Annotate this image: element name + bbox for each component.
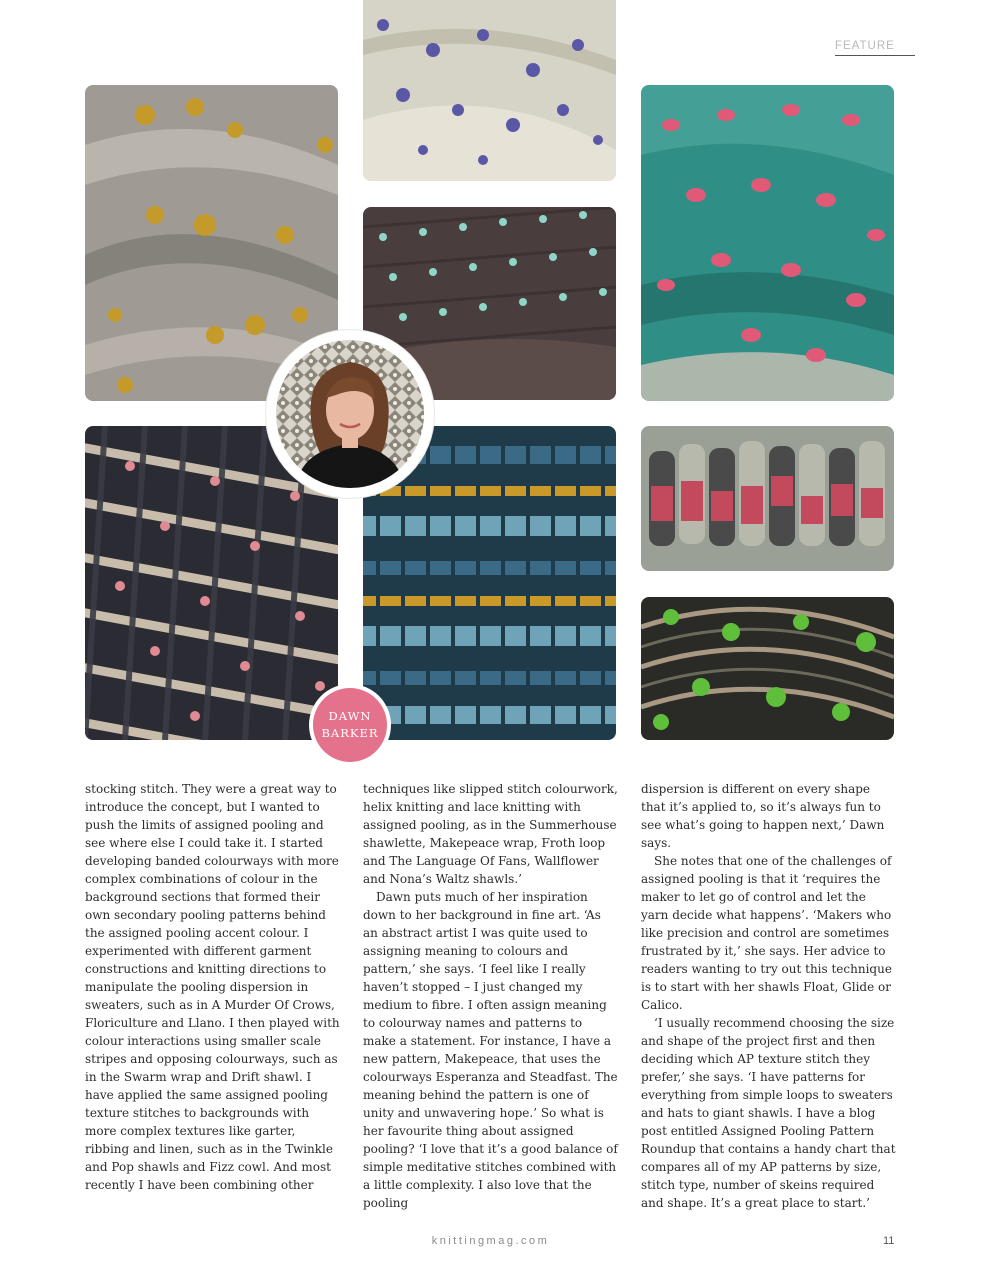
designer-first-name: DAWN xyxy=(328,709,372,723)
article-paragraph: ‘I usually recommend choosing the size and shape of the project first and then deciding which AP texture stitch they prefer,’ she says. ‘I have patterns for everything from simple loops to sweaters and hats to giant shawls. I have a blog post entitled Assigned Pooling Pattern Roundup that contains a handy chart that compares all of my AP patterns by size, stitch type, number of skeins required and shape. It’s a great place to start.’ xyxy=(641,1016,896,1210)
page-number: 11 xyxy=(883,1235,895,1247)
article-paragraph: She notes that one of the challenges of assigned pooling is that it ‘requires the maker to let go of control and let the yarn decide what happens’. ‘Makers who like precision and control are sometimes frustrated by it,’ she says. Her advice to readers wanting to try out this technique is to start with her shawls Float, Glide or Calico. xyxy=(641,854,892,1012)
photo-yarn-skeins-image xyxy=(641,426,894,571)
photo-yarn-skeins xyxy=(641,426,894,571)
photo-teal-shawl-image xyxy=(641,85,894,401)
photo-cream-shawl xyxy=(363,0,616,181)
article-paragraph: dispersion is different on every shape that it’s applied to, so it’s always fun to see what’s going to happen next,’ Dawn says. xyxy=(641,782,885,850)
photo-teal-shawl xyxy=(641,85,894,401)
article-column-2 xyxy=(363,780,618,1212)
article-paragraph: techniques like slipped stitch colourwork, helix knitting and lace knitting with assigned pooling, as in the Summerhouse shawlette, Makepeace wrap, Froth loop and The Language Of Fans, Wallflower and Nona’s Waltz shawls.’ xyxy=(363,782,618,886)
portrait-image xyxy=(276,340,424,488)
article-paragraph: stocking stitch. They were a great way to introduce the concept, but I wanted to push the limits of assigned pooling and see where else I could take it. I started developing banded colourways with more complex combinations of colour in the background sections that formed their own secondary pooling patterns behind the assigned pooling accent colour. I experimented with different garment constructions and knitting directions to manipulate the pooling dispersion in sweaters, such as in A Murder Of Crows, Floriculture and Llano. I then played with colour interactions using smaller scale stripes and opposing colourways, such as in the Swarm wrap and Drift shawl. I have applied the same assigned pooling texture stitches to backgrounds with more complex textures like garter, ribbing and linen, such as in the Twinkle and Pop shawls and Fizz cowl. And most recently I have been combining other xyxy=(85,782,340,1192)
section-label: FEATURE xyxy=(835,40,915,56)
photo-green-black-cowl xyxy=(641,597,894,740)
article-paragraph: Dawn puts much of her inspiration down to her background in fine art. ‘As an abstract artist I was quite used to assigning meaning to colours and pattern,’ she says. ‘I feel like I really haven’t stopped – I just changed my medium to fibre. I often assign meaning to colourway names and patterns to make a statement. For instance, I have a new pattern, Makepeace, that uses the colourways Esperanza and Steadfast. The meaning behind the pattern is one of unity and unwavering hope.’ So what is her favourite thing about assigned pooling? ‘I love that it’s a good balance of simple meditative stitches combined with a little complexity. I also love that the pooling xyxy=(363,890,618,1210)
footer-website[interactable]: knittingmag.com xyxy=(431,1235,550,1247)
photo-cream-shawl-image xyxy=(363,0,616,181)
designer-last-name: BARKER xyxy=(321,726,379,740)
designer-name-badge-circle xyxy=(313,688,387,762)
photo-green-black-cowl-image xyxy=(641,597,894,740)
article-column-3 xyxy=(641,780,896,1212)
designer-portrait-photo xyxy=(276,340,424,488)
article-column-1 xyxy=(85,780,340,1194)
designer-portrait xyxy=(266,330,434,498)
designer-name-badge xyxy=(309,684,391,766)
